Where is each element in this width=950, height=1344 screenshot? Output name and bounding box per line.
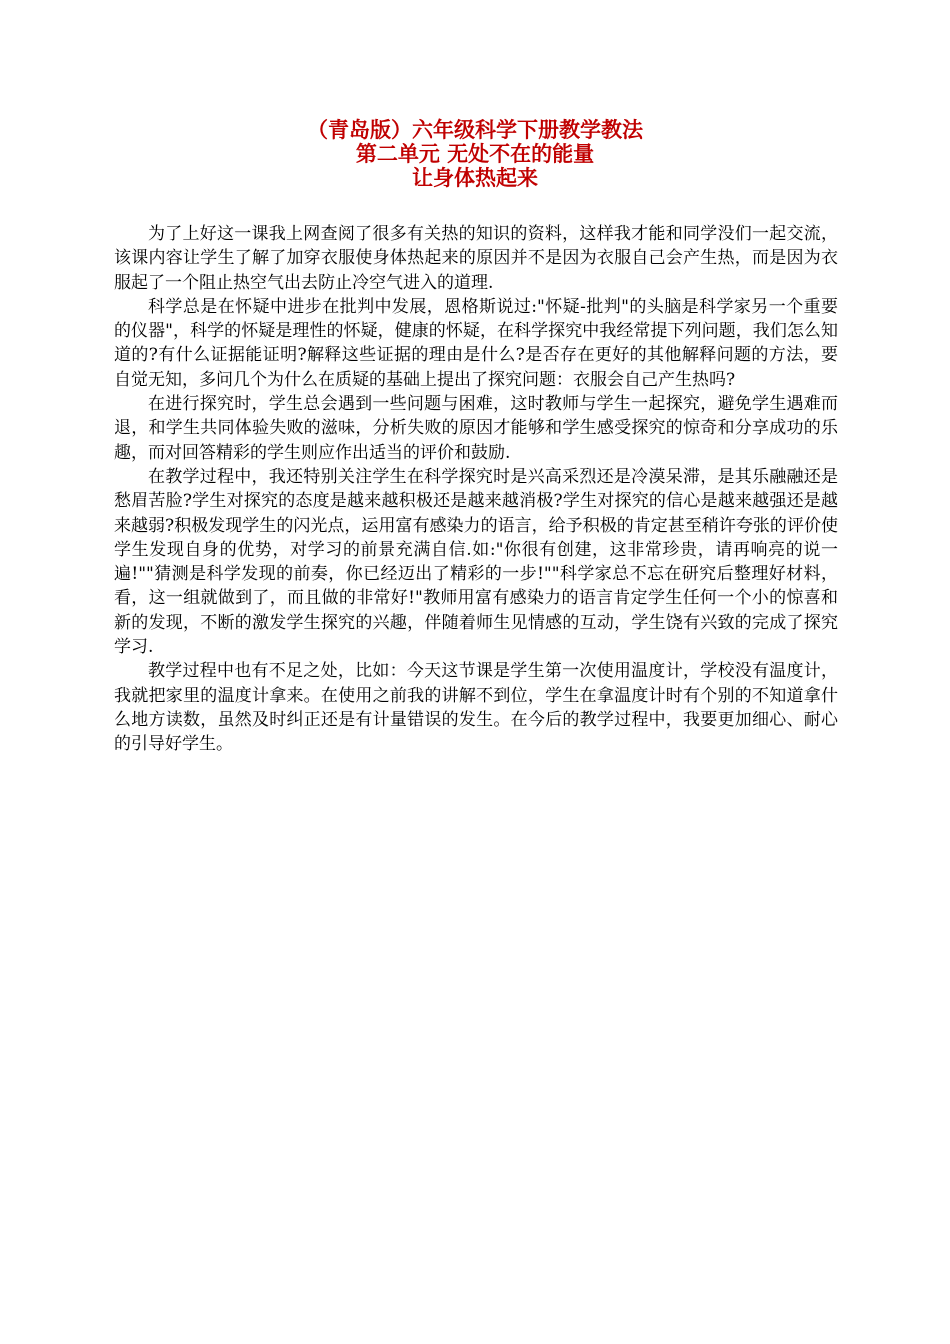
paragraph-1: 为了上好这一课我上网查阅了很多有关热的知识的资料，这样我才能和同学没们一起交流，该课内容让学生了解了加穿衣服使身体热起来的原因并不是因为衣服自己会产生热，而是因为衣服起了一个阻止热空气出去防止冷空气进入的道理. (114, 224, 838, 293)
document-body (114, 222, 838, 757)
paragraph-3: 在进行探究时，学生总会遇到一些问题与困难，这时教师与学生一起探究，避免学生遇难而退，和学生共同体验失败的滋味，分析失败的原因才能够和学生感受探究的惊奇和分享成功的乐趣，而对回答精彩的学生则应作出适当的评价和鼓励. (114, 394, 838, 463)
document-title (0, 118, 950, 190)
title-line-unit: 第二单元 无处不在的能量 (355, 142, 595, 166)
paragraph-2: 科学总是在怀疑中进步在批判中发展，恩格斯说过:"怀疑-批判"的头脑是科学家另一个重要的仪器"，科学的怀疑是理性的怀疑，健康的怀疑，在科学探究中我经常提下列问题，我们怎么知道的?有什么证据能证明?解释这些证据的理由是什么?是否存在更好的其他解释问题的方法，要自觉无知，多问几个为什么在质疑的基础上提出了探究问题：衣服会自己产生热吗? (114, 296, 838, 390)
title-line-series: （青岛版）六年级科学下册教学教法 (307, 118, 643, 142)
paragraph-4: 在教学过程中，我还特别关注学生在科学探究时是兴高采烈还是冷漠呆滞，是其乐融融还是愁眉苦脸?学生对探究的态度是越来越积极还是越来越消极?学生对探究的信心是越来越强还是越来越弱?积极发现学生的闪光点，运用富有感染力的语言，给予积极的肯定甚至稍许夸张的评价使学生发现自身的优势，对学习的前景充满自信.如:"你很有创建，这非常珍贵，请再响亮的说一遍!""猜测是科学发现的前奏，你已经迈出了精彩的一步!""科学家总不忘在研究后整理好材料，看，这一组就做到了，而且做的非常好!"教师用富有感染力的语言肯定学生任何一个小的惊喜和新的发现，不断的激发学生探究的兴趣，伴随着师生见情感的互动，学生饶有兴致的完成了探究学习. (114, 466, 838, 658)
paragraph-5: 教学过程中也有不足之处，比如：今天这节课是学生第一次使用温度计，学校没有温度计，我就把家里的温度计拿来。在使用之前我的讲解不到位，学生在拿温度计时有个别的不知道拿什么地方读数，虽然及时纠正还是有计量错误的发生。在今后的教学过程中，我要更加细心、耐心的引导好学生。 (114, 661, 838, 755)
title-line-lesson: 让身体热起来 (412, 166, 538, 190)
